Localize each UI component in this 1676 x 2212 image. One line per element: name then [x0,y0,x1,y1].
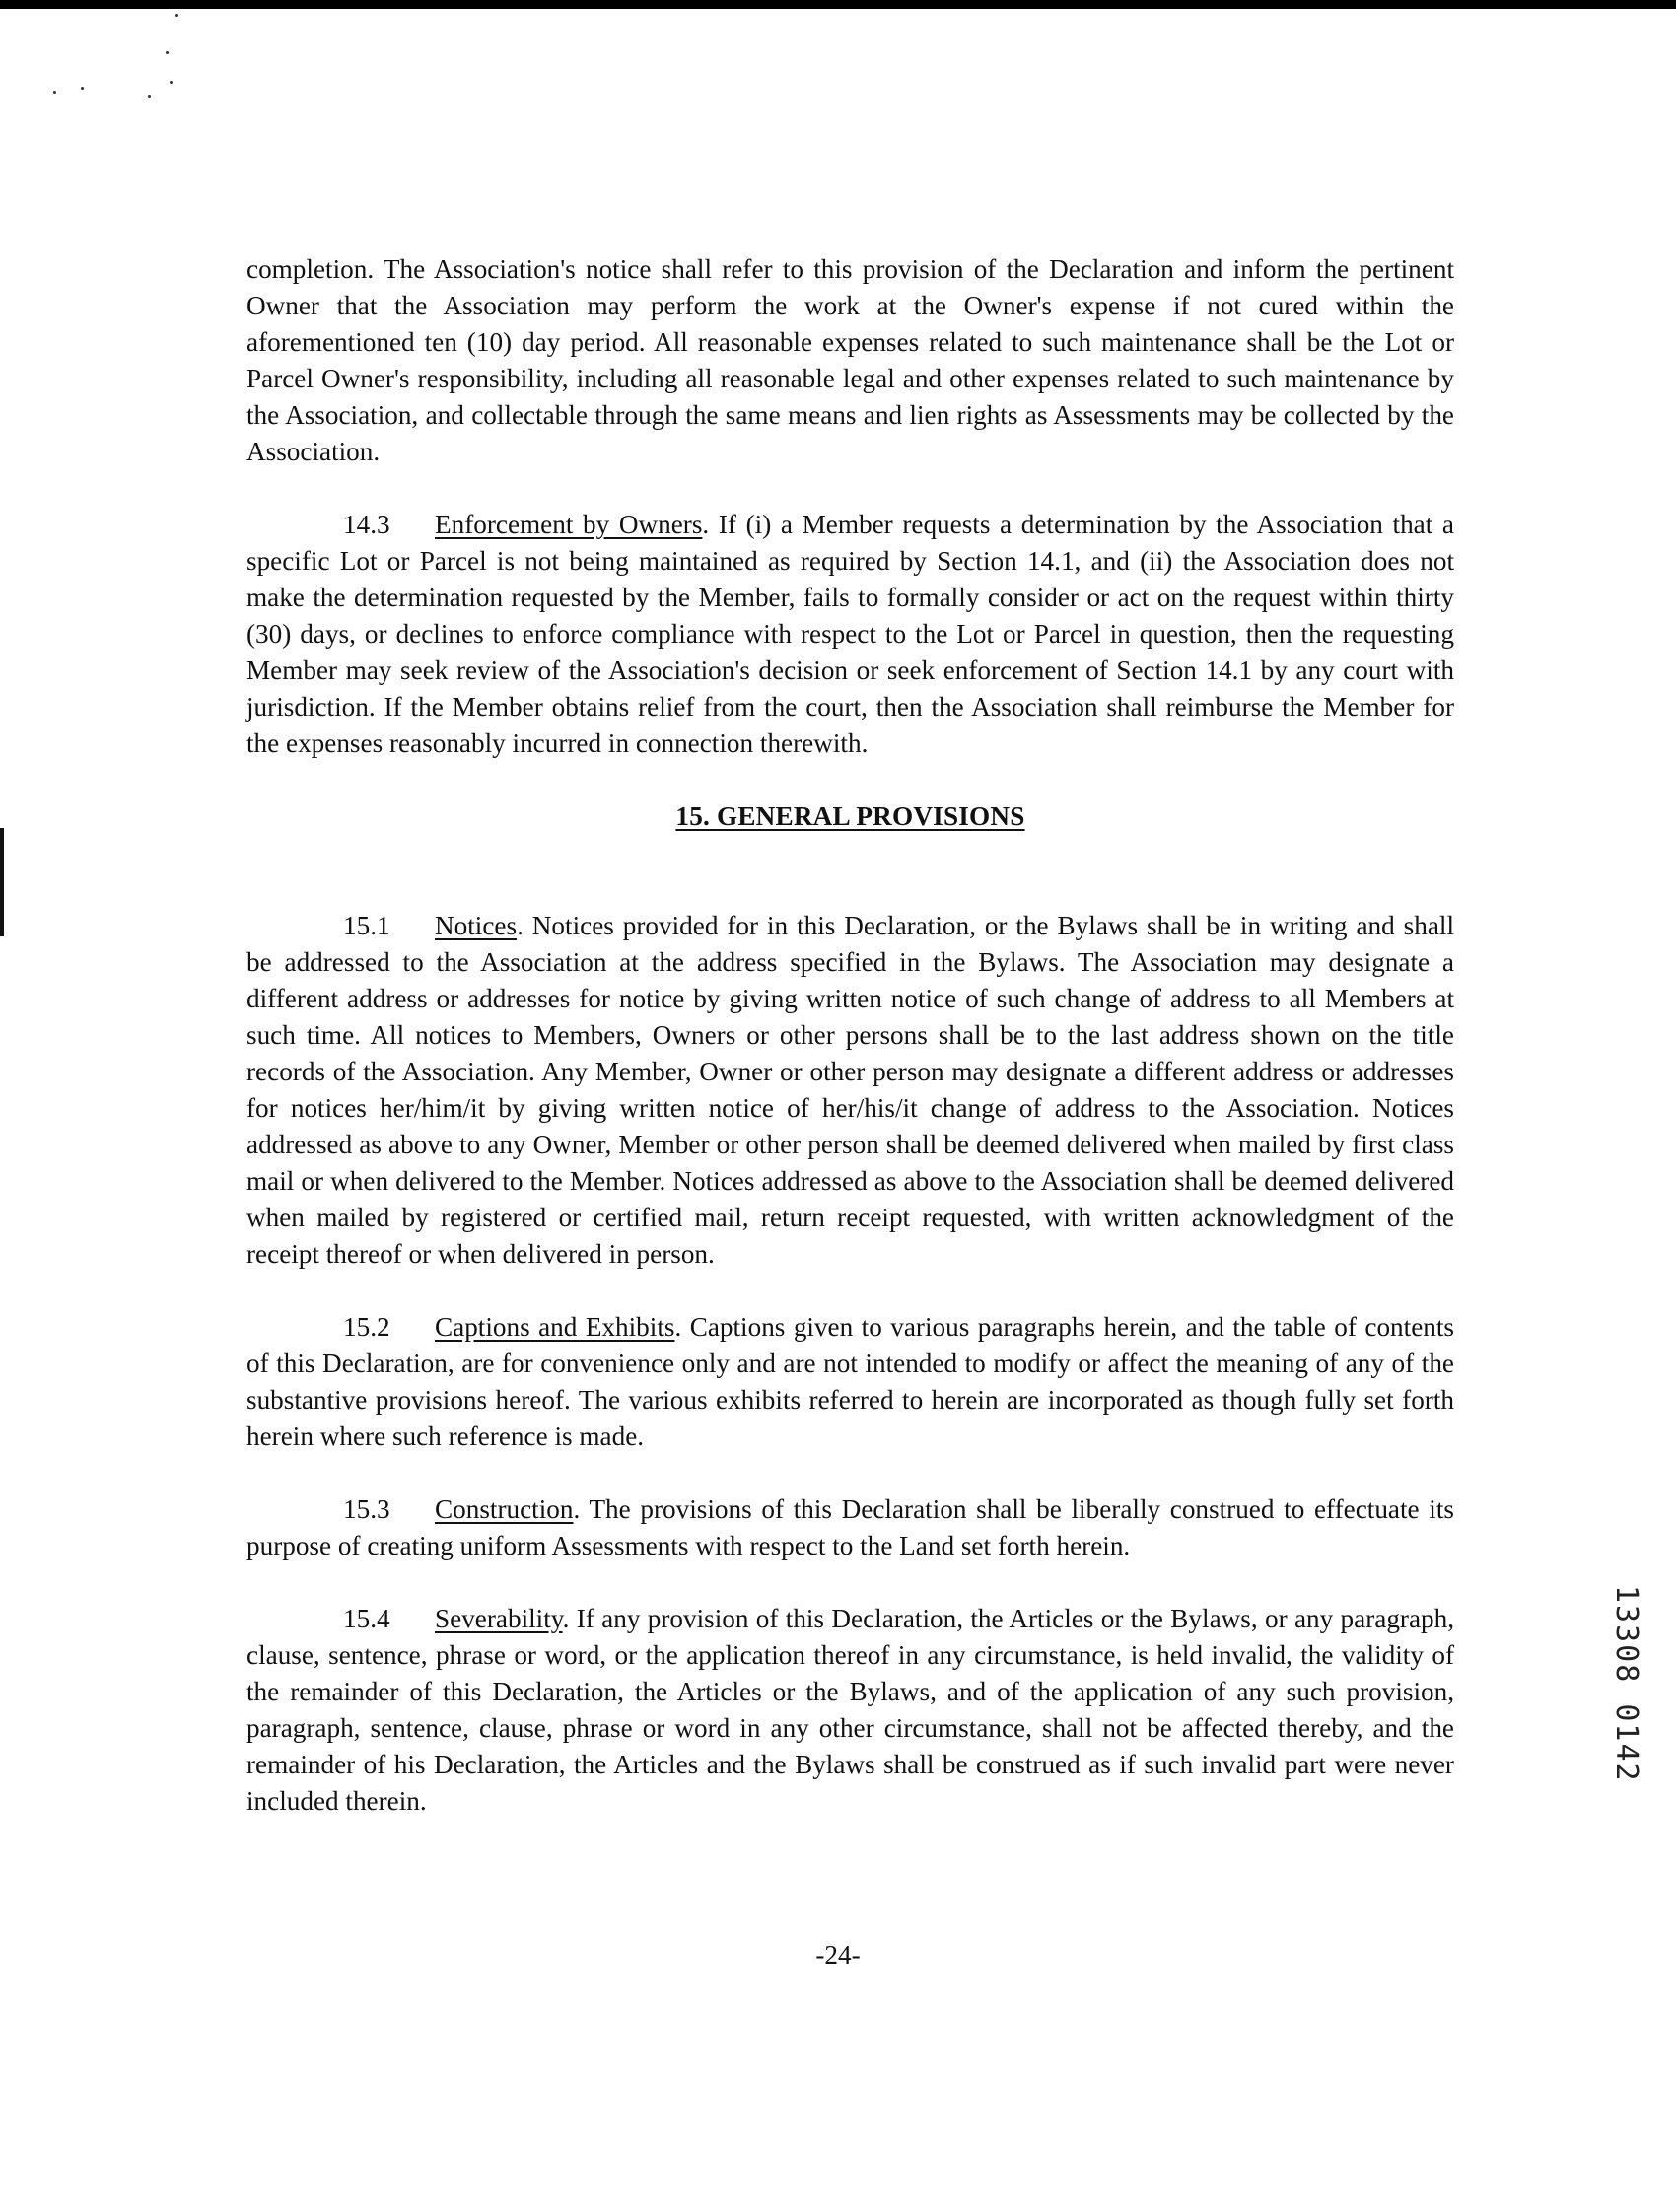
section-body: If (i) a Member requests a determination by the Association that a specific Lot or Parcel is not being maintained as required by Section 14.1, and (ii) the Association does not make the determination requested by the Member, fails to formally consider or act on the request within thirty (30) days, or declines to enforce compliance with respect to the Lot or Parcel in question, then the requesting Member may seek review of the Association's decision or seek enforcement of Section 14.1 by any court with jurisdiction. If the Member obtains relief from the court, then the Association shall reimburse the Member for the expenses reasonably incurred in connection therewith. [246,510,1455,758]
section-number: 15.1 [343,911,390,940]
section-title: Notices [435,911,518,940]
scan-top-border [0,0,1676,9]
section-body: The provisions of this Declaration shall be liberally construed to effectuate its purpose of creating uniform Assessments with respect to the Land set forth herein. [246,1494,1454,1560]
page-number: -24- [815,1940,861,1970]
section-title: Construction [435,1494,574,1524]
section-body: Captions given to various paragraphs herein, and the table of contents of this Declaration, are for convenience only and are not intended to modify or affect the meaning of any of the substantive provisions hereof. The various exhibits referred to herein are incorporated as though fully set forth herein where such reference is made. [246,1312,1454,1451]
recording-stamp: 13308 0142 [1609,1585,1643,1783]
section-number: 14.3 [343,510,390,539]
section-number: 15.4 [343,1604,390,1633]
section-title: Enforcement by Owners [435,510,703,539]
section-14-3: 14.3 Enforcement by Owners. If (i) a Member requests a determination by the Association that a specific Lot or Parcel is not being maintained as required by Section 14.1, and (ii) the Association does not make the determination requested by the Member, fails to formally consider or act on the request within thirty (30) days, or declines to enforce compliance with respect to the Lot or Parcel in question, then the requesting Member may seek review of the Association's decision or seek enforcement of Section 14.1 by any court with jurisdiction. If the Member obtains relief from the court, then the Association shall reimburse the Member for the expenses reasonably incurred in connection therewith. [246,507,1454,762]
scan-speck [53,91,56,94]
section-15-3: 15.3 Construction. The provisions of this Declaration shall be liberally construed to effectuate its purpose of creating uniform Assessments with respect to the Land set forth herein. [246,1491,1454,1564]
scan-speck [166,51,169,54]
section-15-4: 15.4 Severability. If any provision of this Declaration, the Articles or the Bylaws, or any paragraph, clause, sentence, phrase or word, or the application thereof in any circumstance, is held invalid, the validity of the remainder of this Declaration, the Articles or the Bylaws, and of the application of any such provision, paragraph, sentence, clause, phrase or word in any other circumstance, shall not be affected thereby, and the remainder of his Declaration, the Articles and the Bylaws shall be construed as if such invalid part were never included therein. [246,1601,1454,1820]
section-title: Captions and Exhibits [435,1312,675,1342]
section-15-2: 15.2 Captions and Exhibits. Captions given to various paragraphs herein, and the table of contents of this Declaration, are for convenience only and are not intended to modify or affect the meaning of any of the substantive provisions hereof. The various exhibits referred to herein are incorporated as though fully set forth herein where such reference is made. [246,1309,1454,1455]
section-body: Notices provided for in this Declaration, or the Bylaws shall be in writing and shall be addressed to the Association at the address specified in the Bylaws. The Association may designate a different address or addresses for notice by giving written notice of such change of address to all Members at such time. All notices to Members, Owners or other persons shall be to the last address shown on the title records of the Association. Any Member, Owner or other person may designate a different address or addresses for notices her/him/it by giving written notice of her/his/it change of address to the Association. Notices addressed as above to any Owner, Member or other person shall be deemed delivered when mailed by first class mail or when delivered to the Member. Notices addressed as above to the Association shall be deemed delivered when mailed by registered or certified mail, return receipt requested, with written acknowledgment of the receipt thereof or when delivered in person. [246,911,1454,1269]
section-title: Severability [435,1604,563,1633]
section-15-1: 15.1 Notices. Notices provided for in this Declaration, or the Bylaws shall be in writing and shall be addressed to the Association at the address specified in the Bylaws. The Association may designate a different address or addresses for notice by giving written notice of such change of address to all Members at such time. All notices to Members, Owners or other persons shall be to the last address shown on the title records of the Association. Any Member, Owner or other person may designate a different address or addresses for notices her/him/it by giving written notice of her/his/it change of address to the Association. Notices addressed as above to any Owner, Member or other person shall be deemed delivered when mailed by first class mail or when delivered to the Member. Notices addressed as above to the Association shall be deemed delivered when mailed by registered or certified mail, return receipt requested, with written acknowledgment of the receipt thereof or when delivered in person. [246,908,1454,1273]
document-page [246,251,1454,1856]
scan-speck [148,95,151,98]
scan-edge-mark [0,828,4,936]
scan-speck [81,87,84,90]
section-number: 15.2 [343,1312,390,1342]
opening-paragraph: completion. The Association's notice shall refer to this provision of the Declaration and inform the pertinent Owner that the Association may perform the work at the Owner's expense if not cured within the aforementioned ten (10) day period. All reasonable expenses related to such maintenance shall be the Lot or Parcel Owner's responsibility, including all reasonable legal and other expenses related to such maintenance by the Association, and collectable through the same means and lien rights as Assessments may be collected by the Association. [246,254,1454,466]
section-number: 15.3 [343,1494,390,1524]
scan-speck [175,14,178,17]
article-heading: 15. GENERAL PROVISIONS [675,801,1025,831]
scan-speck [170,81,173,84]
section-body: If any provision of this Declaration, the Articles or the Bylaws, or any paragraph, clause, sentence, phrase or word, or the application thereof in any circumstance, is held invalid, the validity of the remainder of this Declaration, the Articles or the Bylaws, and of the application of any such provision, paragraph, sentence, clause, phrase or word in any other circumstance, shall not be affected thereby, and the remainder of his Declaration, the Articles and the Bylaws shall be construed as if such invalid part were never included therein. [246,1604,1455,1816]
